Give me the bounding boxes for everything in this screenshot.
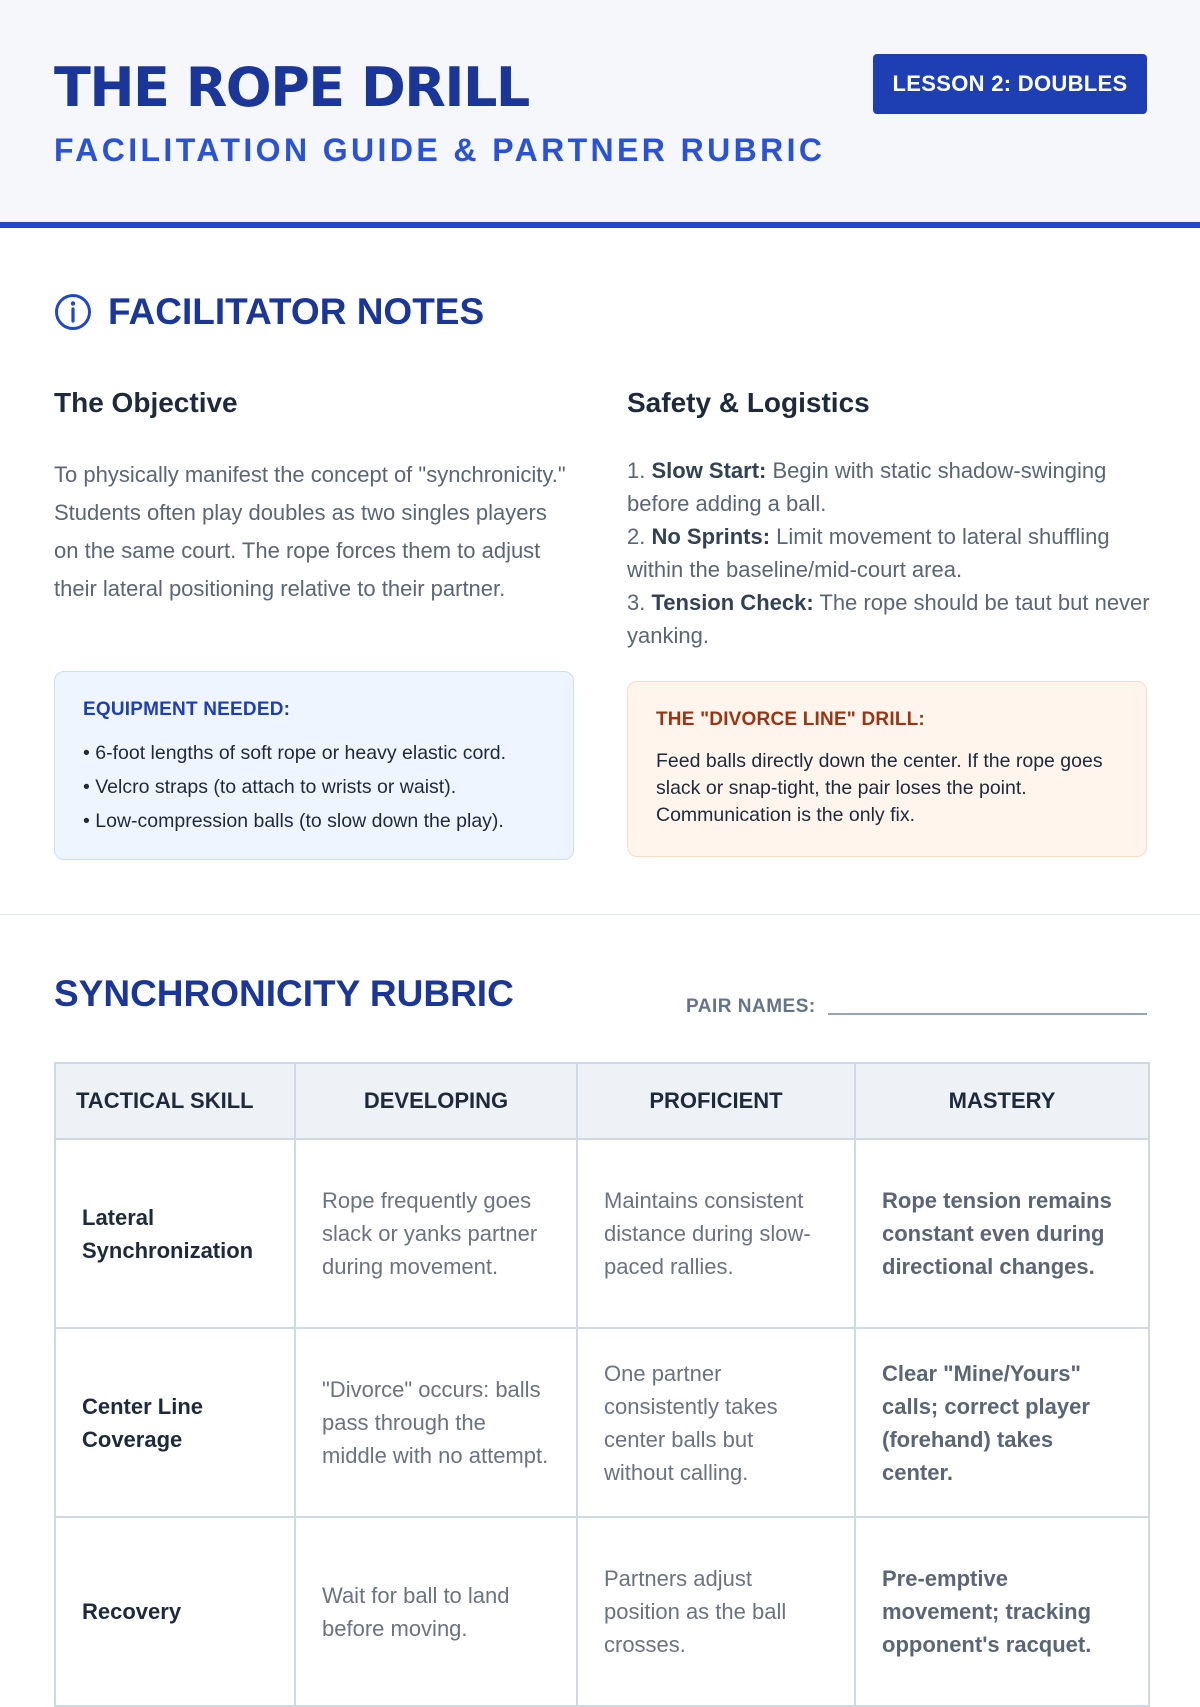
- table-row: [55, 1517, 1149, 1706]
- list-item: • Velcro straps (to attach to wrists or waist).: [83, 770, 545, 804]
- section-title-rubric: SYNCHRONICITY RUBRIC: [54, 973, 514, 1014]
- item-number: 2.: [627, 524, 646, 549]
- skill-cell: Lateral Synchronization: [55, 1139, 295, 1328]
- column-header: PROFICIENT: [577, 1063, 855, 1139]
- pair-names-label: PAIR NAMES:: [686, 996, 816, 1017]
- mastery-cell: Pre-emptive movement; tracking opponent's racquet.: [855, 1517, 1149, 1706]
- table-header-row: [55, 1063, 1149, 1139]
- equipment-callout: [54, 671, 574, 860]
- item-number: 1.: [627, 458, 646, 483]
- item-label: Slow Start:: [651, 458, 767, 483]
- skill-cell: Recovery: [55, 1517, 295, 1706]
- section-divider: [0, 914, 1200, 915]
- logistics-heading: Safety & Logistics: [627, 387, 870, 418]
- developing-cell: "Divorce" occurs: balls pass through the middle with no attempt.: [295, 1328, 577, 1517]
- proficient-cell: Maintains consistent distance during slow-paced rallies.: [577, 1139, 855, 1328]
- proficient-cell: Partners adjust position as the ball crosses.: [577, 1517, 855, 1706]
- mastery-cell: Clear "Mine/Yours" calls; correct player (forehand) takes center.: [855, 1328, 1149, 1517]
- logistics-item: [627, 454, 1157, 520]
- item-text: Begin with static shadow-swinging before adding a ball.: [627, 458, 1107, 516]
- divorce-line-callout: [627, 681, 1147, 857]
- rubric-table: [54, 1062, 1150, 1707]
- equipment-title: EQUIPMENT NEEDED:: [83, 699, 291, 720]
- equipment-list: [83, 736, 545, 838]
- mastery-cell: Rope tension remains constant even during directional changes.: [855, 1139, 1149, 1328]
- item-label: Tension Check:: [651, 590, 814, 615]
- page-title: THE ROPE DRILL: [54, 56, 529, 119]
- list-item: • 6-foot lengths of soft rope or heavy elastic cord.: [83, 736, 545, 770]
- item-text: Limit movement to lateral shuffling within the baseline/mid-court area.: [627, 524, 1110, 582]
- logistics-item: [627, 586, 1157, 652]
- column-header: DEVELOPING: [295, 1063, 577, 1139]
- item-text: The rope should be taut but never yanking.: [627, 590, 1150, 648]
- page-header: [0, 0, 1200, 228]
- table-row: [55, 1328, 1149, 1517]
- divorce-line-text: Feed balls directly down the center. If the rope goes slack or snap-tight, the pair loses the point. Communication is the only fix.: [656, 750, 1103, 826]
- logistics-item: [627, 520, 1157, 586]
- skill-cell: Center Line Coverage: [55, 1328, 295, 1517]
- developing-cell: Wait for ball to land before moving.: [295, 1517, 577, 1706]
- logistics-list: [627, 454, 1157, 652]
- item-label: No Sprints:: [651, 524, 771, 549]
- table-row: [55, 1139, 1149, 1328]
- divorce-line-title: THE "DIVORCE LINE" DRILL:: [656, 709, 925, 730]
- item-number: 3.: [627, 590, 646, 615]
- column-header: MASTERY: [855, 1063, 1149, 1139]
- developing-cell: Rope frequently goes slack or yanks partner during movement.: [295, 1139, 577, 1328]
- pair-names-field[interactable]: [828, 1013, 1147, 1015]
- section-title-notes: FACILITATOR NOTES: [108, 291, 485, 332]
- objective-text: To physically manifest the concept of "synchronicity." Students often play doubles as two singles players on the same court. The rope forces them to adjust their lateral positioning relative to their partner.: [54, 462, 566, 601]
- lesson-badge: LESSON 2: DOUBLES: [873, 54, 1147, 114]
- objective-heading: The Objective: [54, 387, 238, 418]
- info-icon: [54, 293, 92, 331]
- column-header: TACTICAL SKILL: [55, 1063, 295, 1139]
- proficient-cell: One partner consistently takes center balls but without calling.: [577, 1328, 855, 1517]
- facilitator-notes-heading: [54, 290, 484, 334]
- list-item: • Low-compression balls (to slow down the play).: [83, 804, 545, 838]
- page-subtitle: FACILITATION GUIDE & PARTNER RUBRIC: [54, 132, 826, 168]
